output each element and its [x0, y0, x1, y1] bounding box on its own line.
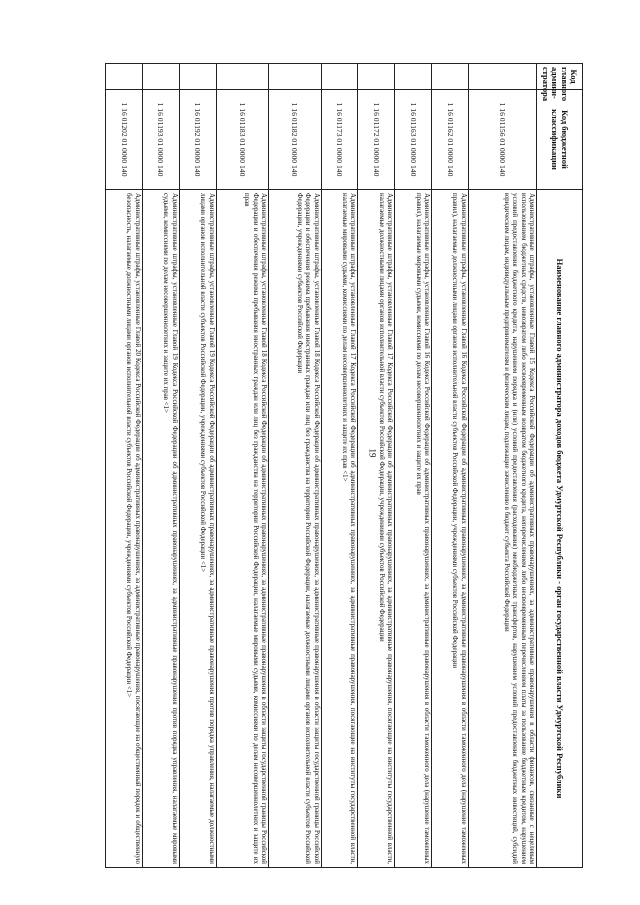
admin-code-cell [179, 64, 216, 90]
rotated-table-container [105, 63, 583, 867]
revenue-description-cell: Административные штрафы, установленные Главой 16 Кодекса Российской Федерации об административных правонарушениях, за административные правонарушения в области таможенного дела (нарушение таможенных правил), налагаемые мировыми судьями, комиссиями по делам несовершеннолетних и защите их прав [395, 190, 432, 868]
admin-code-cell [142, 64, 179, 90]
table-row [106, 64, 143, 868]
table-row [432, 64, 469, 868]
budget-code-cell: 1 16 01172 01 0000 140 [358, 90, 395, 190]
header-admin-code: Код главного админи-стратора [537, 64, 583, 90]
table-row [142, 64, 179, 868]
admin-code-cell [321, 64, 358, 90]
revenue-description-cell: Административные штрафы, установленные Главой 18 Кодекса Российской Федерации об административных правонарушениях, за административные правонарушения в области защиты государственной границы Российской Федерации и обеспечения режима пребывания иностранных граждан или лиц без гражданства на территории Российской Федерации, налагаемые мировыми судьями, комиссиями по делам несовершеннолетних и защите их прав [216, 190, 268, 868]
revenue-description-cell: Административные штрафы, установленные Главой 17 Кодекса Российской Федерации об административных правонарушениях, за административные правонарушения, посягающие на институты государственной власти, налагаемые мировыми судьями, комиссиями по делам несовершеннолетних и защите их прав <1> [321, 190, 358, 868]
admin-code-cell [269, 64, 321, 90]
revenue-description-cell: Административные штрафы, установленные Главой 19 Кодекса Российской Федерации об административных правонарушениях, за административные правонарушения против порядка управления, налагаемые мировыми судьями, комиссиями по делам несовершеннолетних и защите их прав <1> [142, 190, 179, 868]
budget-code-cell: 1 16 01183 01 0000 140 [216, 90, 268, 190]
budget-code-cell: 1 16 01182 01 0000 140 [269, 90, 321, 190]
budget-code-cell: 1 16 01162 01 0000 140 [432, 90, 469, 190]
admin-code-cell [216, 64, 268, 90]
revenue-description-cell: Административные штрафы, установленные Главой 15 Кодекса Российской Федерации об административных правонарушениях, за административные правонарушения в области финансов, связанные с нецелевым использованием бюджетных средств, невозвратом либо несвоевременным возвратом бюджетного кредита, неперечислением либо несвоевременным перечислением платы за пользование бюджетным кредитом, нарушением условий предоставления бюджетного кредита, нарушением порядка и (или) условий предоставления (расходования) межбюджетных трансфертов, нарушением условий предоставления бюджетных инвестиций, субсидий юридическим лицам, индивидуальным предпринимателям и физическим лицам, подлежащие зачислению в бюджет субъекта Российской Федерации [468, 190, 536, 868]
revenue-description-cell: Административные штрафы, установленные Главой 19 Кодекса Российской Федерации об административных правонарушениях, за административные правонарушения против порядка управления, налагаемые должностными лицами органов исполнительной власти субъектов Российской Федерации, учреждениями субъектов Российской Федерации <1> [179, 190, 216, 868]
revenue-description-cell: Административные штрафы, установленные Главой 17 Кодекса Российской Федерации об административных правонарушениях, за административные правонарушения, посягающие на институты государственной власти, налагаемые должностными лицами органов исполнительной власти субъектов Российской Федерации, учреждениями субъектов Российской Федерации [358, 190, 395, 868]
table-header-row [537, 64, 583, 868]
table-row [179, 64, 216, 868]
header-budget-code: Код бюджетной классификации [537, 90, 583, 190]
revenue-codes-table [105, 63, 583, 868]
table-row [395, 64, 432, 868]
table-body [106, 64, 537, 868]
revenue-description-cell: Административные штрафы, установленные Главой 20 Кодекса Российской Федерации об административных правонарушениях, за административные правонарушения, посягающие на общественный порядок и общественную безопасность, налагаемые должностными лицами органов исполнительной власти субъектов Российской Федерации, учреждениями субъектов Российской Федерации <1> [106, 190, 143, 868]
budget-code-cell: 1 16 01202 01 0000 140 [106, 90, 143, 190]
budget-code-cell: 1 16 01193 01 0000 140 [142, 90, 179, 190]
admin-code-cell [432, 64, 469, 90]
page-number: 19 [367, 448, 378, 458]
admin-code-cell [106, 64, 143, 90]
table-row [216, 64, 268, 868]
table-row [468, 64, 536, 868]
admin-code-cell [468, 64, 536, 90]
admin-code-cell [395, 64, 432, 90]
budget-code-cell: 1 16 01173 01 0000 140 [321, 90, 358, 190]
table-row [321, 64, 358, 868]
revenue-description-cell: Административные штрафы, установленные Главой 16 Кодекса Российской Федерации об административных правонарушениях, за административные правонарушения в области таможенного дела (нарушение таможенных правил), налагаемые должностными лицами органов исполнительной власти субъектов Российской Федерации, учреждениями субъектов Российской Федерации [432, 190, 469, 868]
table-row [358, 64, 395, 868]
header-administrator-name: Наименование главного администратора доходов бюджета Удмуртской Республики - орган государственной власти Удмуртской Республики [537, 190, 583, 868]
budget-code-cell: 1 16 01156 01 0000 140 [468, 90, 536, 190]
admin-code-cell [358, 64, 395, 90]
table-row [269, 64, 321, 868]
budget-code-cell: 1 16 01163 01 0000 140 [395, 90, 432, 190]
revenue-description-cell: Административные штрафы, установленные Главой 18 Кодекса Российской Федерации об административных правонарушениях, за административные правонарушения в области защиты государственной границы Российской Федерации и обеспечения режима пребывания иностранных граждан или лиц без гражданства на территории Российской Федерации, налагаемые должностными лицами органов исполнительной власти субъектов Российской Федерации, учреждениями субъектов Российской Федерации [269, 190, 321, 868]
budget-code-cell: 1 16 01192 01 0000 140 [179, 90, 216, 190]
